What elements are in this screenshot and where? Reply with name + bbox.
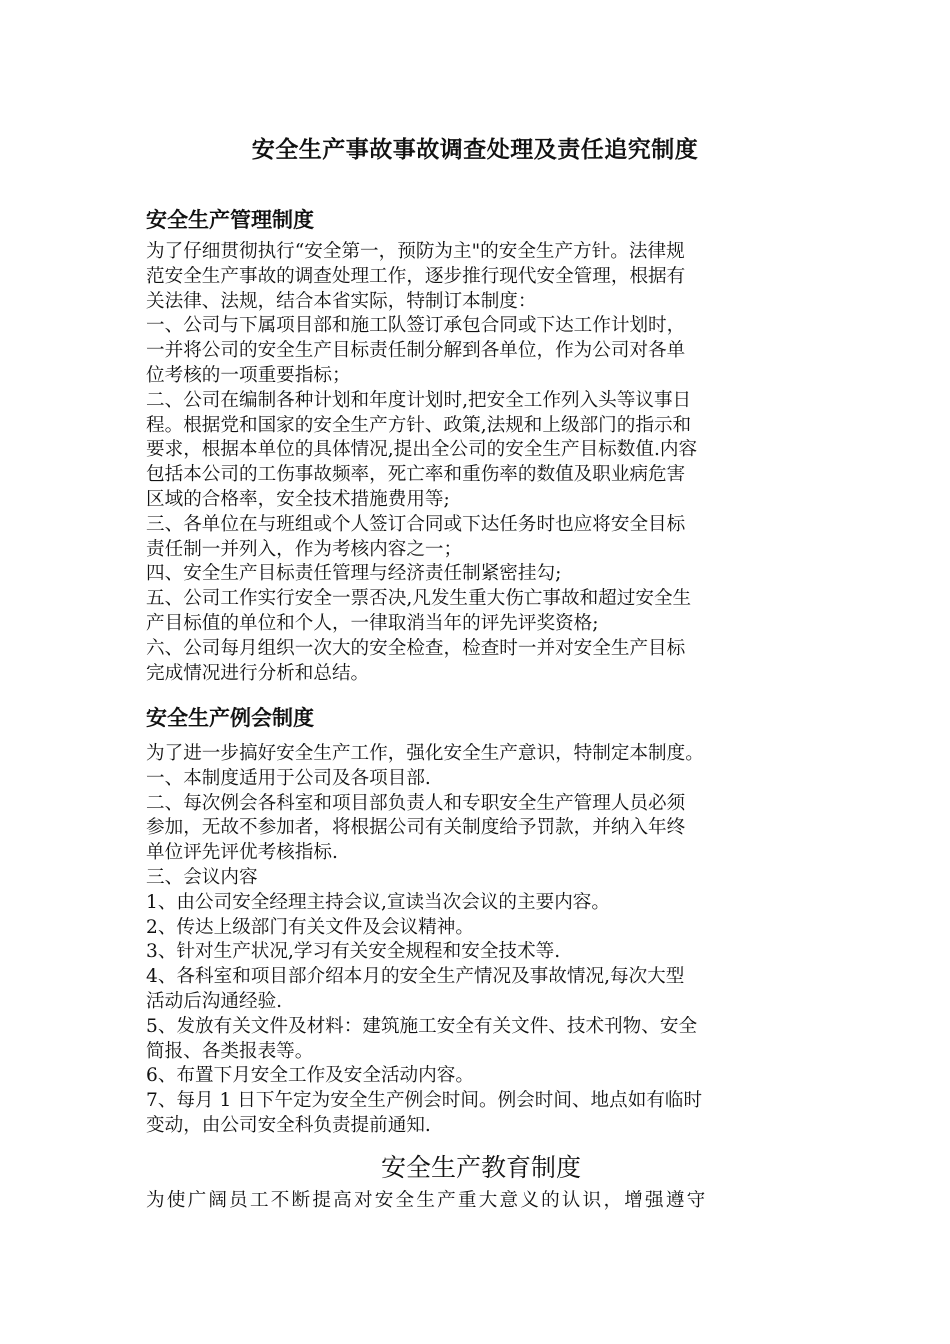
section-safety-management (146, 204, 816, 686)
document-title: 安全生产事故事故调查处理及责任追究制度 (251, 136, 699, 163)
section-safety-education (146, 1151, 816, 1214)
section-heading: 安全生产教育制度 (380, 1153, 581, 1182)
section-body: 为使广阔员工不断提高对安全生产重大意义的认识，增强遵守 (146, 1190, 708, 1211)
section-heading: 安全生产管理制度 (146, 207, 314, 232)
section-safety-meeting (146, 702, 816, 1139)
section-body: 为了仔细贯彻执行“安全第一，预防为主"的安全生产方针。法律规 范安全生产事故的调查处理工作，逐步推行现代安全管理，根据有 关法律、法规，结合本省实际，特制订本制度： 一、公司与下属项目部和施工队签订承包合同或下达工作计划时， 一并将公司的安全生产目标责任制分解到各单位，作为公司对各单 位考核的一项重要指标； 二、公司在编制各种计划和年度计划时,把安全工作列入头等议事日 程。根据党和国家的安全生产方针、政策,法规和上级部门的指示和 要求，根据本单位的具体情况,提出全公司的安全生产目标数值.内容 包括本公司的工伤事故频率，死亡率和重伤率的数值及职业病危害 区域的合格率，安全技术措施费用等; 三、各单位在与班组或个人签订合同或下达任务时也应将安全目标 责任制一并列入，作为考核内容之一； 四、安全生产目标责任管理与经济责任制紧密挂勾; 五、公司工作实行安全一票否决,凡发生重大伤亡事故和超过安全生 产目标值的单位和个人，一律取消当年的评先评奖资格; 六、公司每月组织一次大的安全检查，检查时一并对安全生产目标 完成情况进行分析和总结。 (146, 241, 698, 684)
section-body: 为了进一步搞好安全生产工作，强化安全生产意识，特制定本制度。 一、本制度适用于公司及各项目部. 二、每次例会各科室和项目部负责人和专职安全生产管理人员必须 参加，无故不参加者，将根据公司有关制度给予罚款，并纳入年终 单位评先评优考核指标. 三、会议内容 1、由公司安全经理主持会议,宣读当次会议的主要内容。 2、传达上级部门有关文件及会议精神。 3、针对生产状况,学习有关安全规程和安全技术等. 4、各科室和项目部介绍本月的安全生产情况及事故情况,每次大型 活动后沟通经验. 5、发放有关文件及材料：建筑施工安全有关文件、技术刊物、安全 简报、各类报表等。 6、布置下月安全工作及安全活动内容。 7、每月 1 日下午定为安全生产例会时间。例会时间、地点如有临时 变动，由公司安全科负责提前通知. (146, 743, 704, 1136)
section-heading: 安全生产例会制度 (146, 705, 314, 730)
